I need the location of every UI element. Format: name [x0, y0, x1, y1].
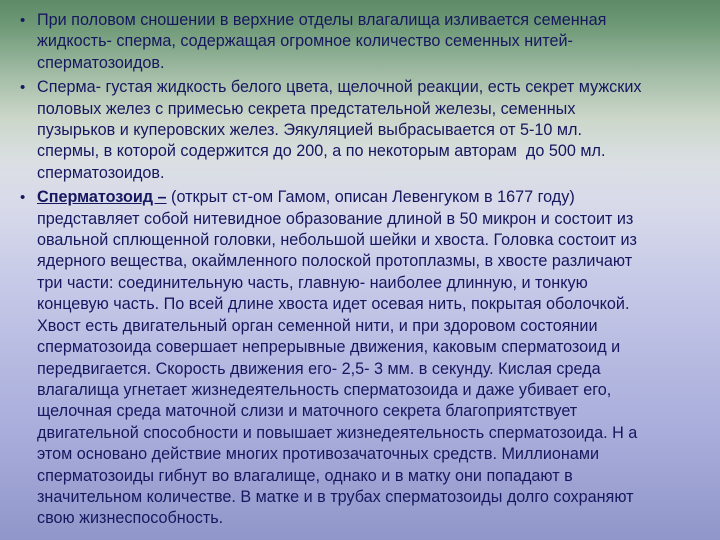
text-line: [37, 273, 714, 294]
text-run: влагалища угнетает жизнедеятельность сперматозоида и даже убивает его,: [37, 380, 612, 399]
text-line: [37, 423, 714, 444]
text-run: жидкость- сперма, содержащая огромное количество семенных нитей-: [37, 32, 573, 51]
text-line: [37, 99, 714, 120]
bullet-marker-icon: •: [20, 79, 26, 97]
text-line: [37, 337, 714, 358]
text-line: [37, 251, 714, 272]
text-line: [37, 53, 714, 74]
text-run: значительном количестве. В матке и в трубах сперматозоиды долго сохраняют: [37, 487, 634, 506]
bullet-marker-icon: •: [20, 12, 26, 29]
bullet-text: [37, 187, 714, 530]
text-line: [37, 316, 714, 337]
bullet-item: [20, 187, 714, 530]
text-run: сперматозоидов.: [37, 163, 165, 182]
text-run: сперматозоида совершает непрерывные движения, каковым сперматозоид и: [37, 338, 621, 357]
text-run: Сперма- густая жидкость белого цвета, щелочной реакции, есть секрет мужских: [37, 78, 642, 97]
text-run: овальной сплющенной головки, небольшой шейки и хвоста. Головка состоит из: [37, 231, 637, 250]
term-emphasis: Сперматозоид –: [37, 188, 167, 207]
text-line: [37, 77, 714, 98]
text-run: двигательной способности и повышает жизнедеятельность сперматозоида. Н а: [37, 423, 638, 442]
bullet-item: [20, 10, 714, 74]
text-line: [37, 359, 714, 380]
text-line: [37, 444, 714, 465]
text-run: (открыт ст-ом Гамом, описан Левенгуком в 1677 году): [166, 188, 575, 207]
text-line: [37, 187, 714, 208]
text-line: [37, 401, 714, 422]
text-run: пузырьков и куперовских желез. Эякуляцией выбрасывается от 5-10 мл.: [37, 121, 582, 140]
text-line: [37, 380, 714, 401]
text-line: [37, 141, 714, 162]
text-line: [37, 487, 714, 508]
text-line: [37, 294, 714, 315]
text-run: При половом сношении в верхние отделы влагалища изливается семенная: [37, 11, 607, 29]
text-run: сперматозоидов.: [37, 53, 165, 72]
text-run: половых желез с примесью секрета предстательной железы, семенных: [37, 99, 576, 118]
bullet-item: [20, 77, 714, 184]
text-run: щелочная среда маточной слизи и маточного секрета благоприятствует: [37, 402, 578, 421]
text-run: ядерного вещества, окаймленного полоской протоплазмы, в хвосте различают: [37, 252, 633, 271]
text-run: три части: соединительную часть, главную- наиболее длинную, и тонкую: [37, 273, 588, 292]
text-run: Хвост есть двигательный орган семенной нити, и при здоровом состоянии: [37, 316, 598, 335]
text-line: [37, 120, 714, 141]
text-line: [37, 466, 714, 487]
text-line: [37, 163, 714, 184]
text-run: сперматозоиды гибнут во влагалище, однако и в матку они попадают в: [37, 466, 573, 485]
text-run: представляет собой нитевидное образование длиной в 50 микрон и состоит из: [37, 209, 634, 228]
text-line: [37, 31, 714, 52]
bullet-text: [37, 10, 714, 74]
bullet-marker-icon: •: [20, 189, 26, 207]
text-run: передвигается. Скорость движения его- 2,5- 3 мм. в секунду. Кислая среда: [37, 359, 601, 378]
text-line: [37, 230, 714, 251]
text-line: [37, 508, 714, 529]
text-run: свою жизнеспособность.: [37, 509, 224, 528]
text-run: этом основано действие многих противозачаточных средств. Миллионами: [37, 445, 600, 464]
text-run: спермы, в которой содержится до 200, а по некоторым авторам до 500 мл.: [37, 142, 606, 161]
text-line: [37, 10, 714, 31]
text-line: [37, 209, 714, 230]
text-run: концевую часть. По всей длине хвоста идет осевая нить, покрытая оболочкой.: [37, 295, 630, 314]
bullet-text: [37, 77, 714, 184]
